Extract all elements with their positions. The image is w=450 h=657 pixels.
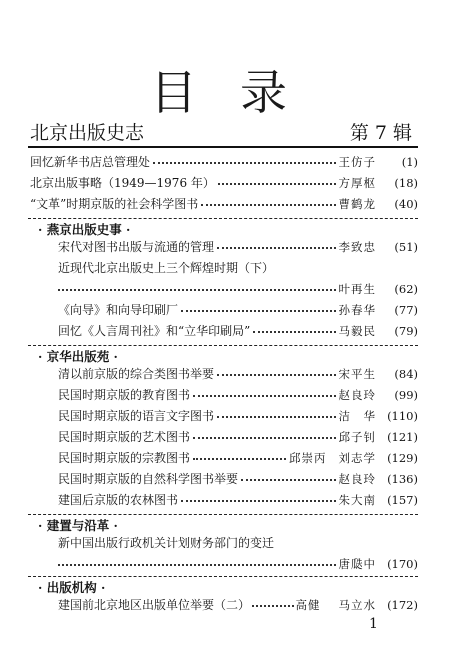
toc-entry[interactable] bbox=[58, 427, 418, 447]
toc-entry[interactable] bbox=[58, 237, 418, 257]
section-divider bbox=[28, 218, 418, 219]
leader-dots bbox=[193, 458, 286, 460]
leader-dots bbox=[181, 500, 335, 502]
toc-entry-continuation[interactable] bbox=[58, 279, 418, 299]
entry-page: (84) bbox=[394, 367, 418, 381]
toc-entry[interactable] bbox=[58, 595, 418, 615]
entry-page: (110) bbox=[387, 409, 418, 423]
entry-author: 孙春华 bbox=[338, 303, 376, 317]
entry-author: 方厚枢 bbox=[338, 176, 376, 190]
entry-author: 刘志学 bbox=[338, 451, 376, 465]
toc-entry[interactable] bbox=[58, 490, 418, 510]
toc-entry[interactable] bbox=[30, 152, 418, 172]
toc-entry[interactable] bbox=[58, 406, 418, 426]
entry-page: (18) bbox=[394, 176, 418, 190]
leader-dots bbox=[58, 289, 336, 291]
entry-page: (170) bbox=[387, 557, 418, 571]
book-name: 北京出版史志 bbox=[30, 122, 145, 144]
leader-dots bbox=[252, 605, 293, 607]
section-title: · 燕京出版史事 · bbox=[38, 222, 131, 237]
entry-author: 马毅民 bbox=[338, 324, 376, 338]
entry-title: 民国时期京版的艺术图书 bbox=[58, 430, 191, 444]
toc-entry[interactable] bbox=[58, 469, 418, 489]
entry-page: (157) bbox=[387, 493, 418, 507]
entry-page: (62) bbox=[394, 282, 418, 296]
entry-title: 民国时期京版的自然科学图书举要 bbox=[58, 472, 239, 486]
toc-entry[interactable] bbox=[58, 364, 418, 384]
entry-title: 回忆《人言周刊社》和“立华印刷局” bbox=[58, 324, 251, 338]
entry-page: (99) bbox=[394, 388, 418, 402]
toc-entry-continuation[interactable] bbox=[58, 554, 418, 574]
entry-page: (79) bbox=[394, 324, 418, 338]
toc-entry[interactable] bbox=[58, 321, 418, 341]
entry-title: 清以前京版的综合类图书举要 bbox=[58, 367, 215, 381]
entry-author: 唐瓞中 bbox=[338, 557, 376, 571]
section-title: · 京华出版苑 · bbox=[38, 349, 118, 364]
toc-entry[interactable] bbox=[58, 385, 418, 405]
entry-title: 民国时期京版的语言文字图书 bbox=[58, 409, 215, 423]
entry-page: (129) bbox=[387, 451, 418, 465]
entry-page: (121) bbox=[387, 430, 418, 444]
entry-author: 赵良玲 bbox=[338, 472, 376, 486]
toc-entry[interactable] bbox=[30, 173, 418, 193]
toc-entry[interactable] bbox=[58, 533, 418, 553]
entry-page: (40) bbox=[394, 197, 418, 211]
leader-dots bbox=[253, 331, 335, 333]
toc-entry[interactable] bbox=[30, 194, 418, 214]
leader-dots bbox=[201, 204, 335, 206]
entry-page: (172) bbox=[387, 598, 418, 612]
entry-author: 洁 华 bbox=[338, 409, 376, 423]
section-divider bbox=[28, 514, 418, 515]
entry-author: 邱子钊 bbox=[338, 430, 376, 444]
entry-author: 叶再生 bbox=[338, 282, 376, 296]
entry-title: 北京出版事略（1949—1976 年） bbox=[30, 176, 215, 190]
leader-dots bbox=[193, 395, 335, 397]
entry-coauthor: 高健 bbox=[295, 598, 321, 612]
leader-dots bbox=[241, 479, 335, 481]
entry-title: 回忆新华书店总管理处 bbox=[30, 155, 151, 169]
entry-author: 马立水 bbox=[338, 598, 376, 612]
section-divider bbox=[28, 345, 418, 346]
entry-page: (51) bbox=[394, 240, 418, 254]
entry-author: 赵良玲 bbox=[338, 388, 376, 402]
entry-title: 建国前北京地区出版单位举要（二） bbox=[58, 598, 251, 612]
header-rule bbox=[28, 146, 418, 148]
entry-title: “文革”时期京版的社会科学图书 bbox=[30, 197, 199, 211]
entry-author: 曹鹤龙 bbox=[338, 197, 376, 211]
leader-dots bbox=[153, 162, 335, 164]
entry-title: 新中国出版行政机关计划财务部门的变迁 bbox=[58, 536, 275, 550]
entry-title: 《向导》和向导印刷厂 bbox=[58, 303, 179, 317]
toc-entry[interactable] bbox=[58, 258, 418, 278]
entry-title: 民国时期京版的宗教图书 bbox=[58, 451, 191, 465]
entry-author: 李致忠 bbox=[338, 240, 376, 254]
section-title: · 建置与沿革 · bbox=[38, 518, 118, 533]
entry-title: 建国后京版的农林图书 bbox=[58, 493, 179, 507]
leader-dots bbox=[218, 183, 336, 185]
entry-title: 民国时期京版的教育图书 bbox=[58, 388, 191, 402]
entry-author: 宋平生 bbox=[338, 367, 376, 381]
leader-dots bbox=[217, 247, 335, 249]
leader-dots bbox=[193, 437, 335, 439]
title-char-2: 录 bbox=[240, 66, 287, 121]
page-number: 1 bbox=[369, 616, 378, 632]
leader-dots bbox=[217, 416, 335, 418]
entry-page: (136) bbox=[387, 472, 418, 486]
section-divider bbox=[28, 576, 418, 577]
entry-title: 近现代北京出版史上三个辉煌时期（下） bbox=[58, 261, 275, 275]
entry-page: (1) bbox=[401, 155, 418, 169]
entry-author: 王仿子 bbox=[338, 155, 376, 169]
entry-author: 朱大南 bbox=[338, 493, 376, 507]
toc-entry[interactable] bbox=[58, 300, 418, 320]
volume-label: 第 7 辑 bbox=[349, 122, 412, 144]
section-title: · 出版机构 · bbox=[38, 580, 106, 595]
entry-title: 宋代对图书出版与流通的管理 bbox=[58, 240, 215, 254]
title-char-1: 目 bbox=[150, 66, 197, 121]
leader-dots bbox=[181, 310, 335, 312]
leader-dots bbox=[217, 374, 335, 376]
entry-page: (77) bbox=[394, 303, 418, 317]
entry-coauthor: 邱崇丙 bbox=[289, 451, 327, 465]
leader-dots bbox=[58, 564, 336, 566]
toc-entry[interactable] bbox=[58, 448, 418, 468]
